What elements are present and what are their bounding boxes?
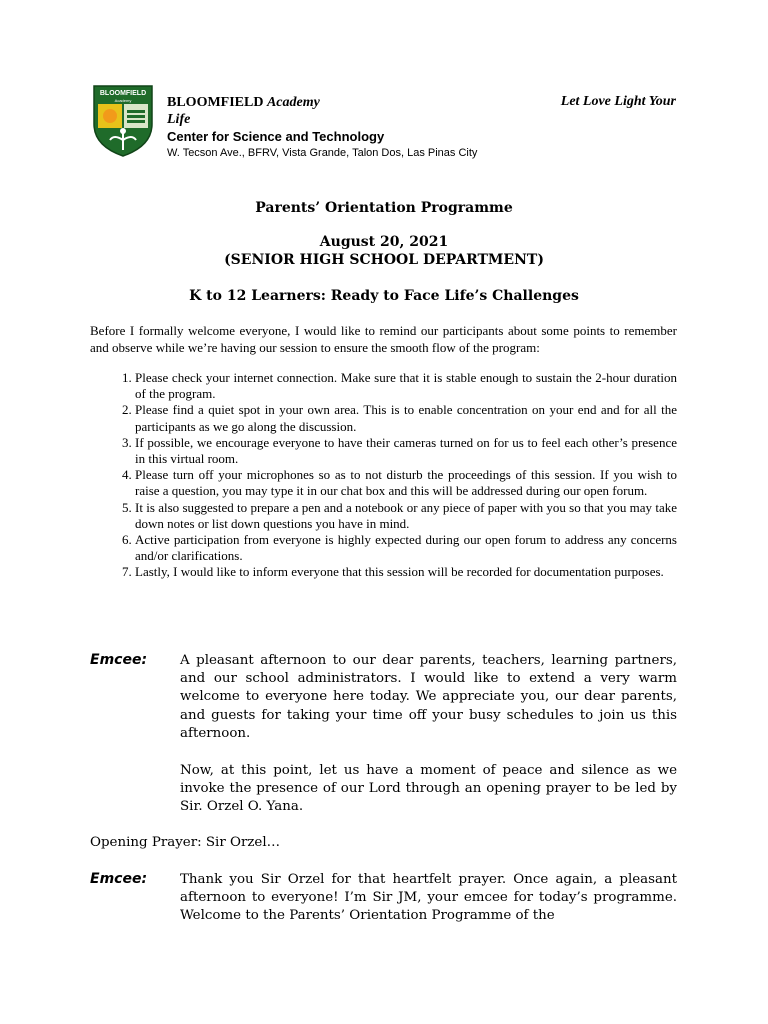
logo-subtext: Academy [114,98,132,103]
intro-paragraph: Before I formally welcome everyone, I would like to remind our participants about some points to remember and observe while we’re having our session to ensure the smooth flow of the program: [90,323,677,355]
school-name-main: BLOOMFIELD [167,95,264,110]
school-subtitle: Center for Science and Technology [167,129,385,144]
emcee-prayer-paragraph: Now, at this point, let us have a moment of peace and silence as we invoke the presence of our Lord through an opening prayer to be led by Sir. Orzel O. Yana. [180,763,677,815]
school-name [167,94,320,111]
department-label: (SENIOR HIGH SCHOOL DEPARTMENT) [224,252,544,268]
list-item: 1. Please check your internet connection. Make sure that it is stable enough to sustain the 2-hour duration of the program. [135,370,677,402]
list-item: 3. If possible, we encourage everyone to have their cameras turned on for us to feel each other’s presence in this virtual room. [135,435,677,467]
school-address: W. Tecson Ave., BFRV, Vista Grande, Talon Dos, Las Pinas City [167,147,478,159]
programme-theme: K to 12 Learners: Ready to Face Life’s Challenges [189,288,579,304]
emcee-welcome-paragraph: A pleasant afternoon to our dear parents, teachers, learning partners, and our school administrators. I would like to extend a very warm welcome to everyone here today. We appreciate you, our dear parents, and guests for taking your time off your busy schedules to join us this afternoon. [180,653,677,741]
school-motto: Let Love Light Your [560,94,676,109]
speaker-label: Emcee: [90,871,148,887]
event-date: August 20, 2021 [319,234,449,250]
school-motto-continued: Life [167,112,191,127]
document-title: Parents’ Orientation Programme [255,200,513,216]
opening-prayer-line: Opening Prayer: Sir Orzel… [90,835,281,850]
list-item: 2. Please find a quiet spot in your own area. This is to enable concentration on your end and for all the participants as we go along the discussion. [135,402,677,434]
list-item: 7. Lastly, I would like to inform everyone that this session will be recorded for documentation purposes. [135,564,677,580]
logo-text: BLOOMFIELD [99,90,147,97]
list-item: 5. It is also suggested to prepare a pen and a notebook or any piece of paper with you so that you may take down notes or list down questions you have in mind. [135,500,677,532]
reminders-list [90,370,677,581]
emcee-thanks-paragraph: Thank you Sir Orzel for that heartfelt prayer. Once again, a pleasant afternoon to everyone! I’m Sir JM, your emcee for today’s programme. Welcome to the Parents’ Orientation Programme of the [180,872,677,924]
list-item: 4. Please turn off your microphones so as to not disturb the proceedings of this session. If you wish to raise a question, you may type it in our chat box and this will be addressed during our open forum. [135,467,677,499]
list-item: 6. Active participation from everyone is highly expected during our open forum to address any concerns and/or clarifications. [135,532,677,564]
school-logo [92,84,154,158]
speaker-label: Emcee: [90,652,148,668]
school-name-italic: Academy [266,95,320,110]
